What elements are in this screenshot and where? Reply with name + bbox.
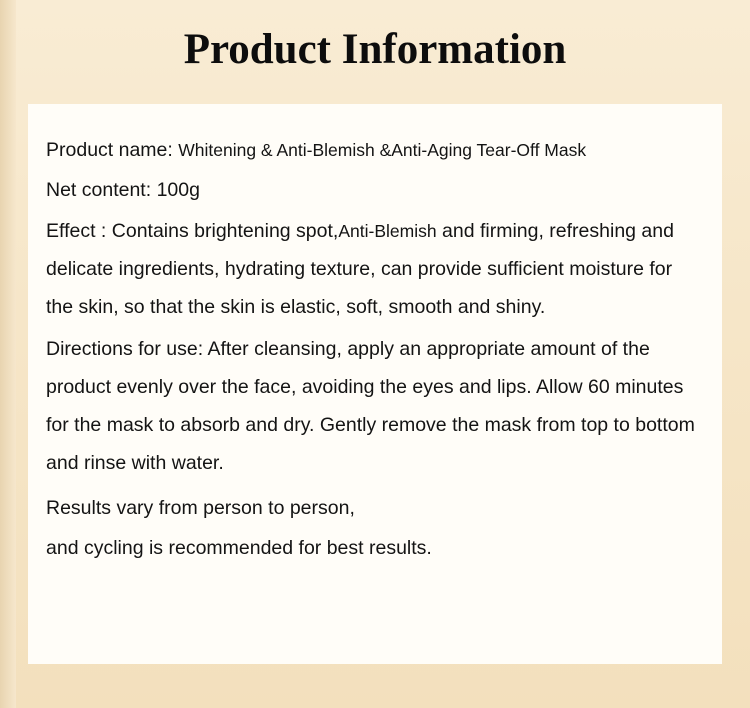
product-details-text — [46, 132, 700, 567]
net-content-label: Net content: — [46, 178, 152, 201]
effect-highlight-text: Anti-Blemish — [338, 221, 437, 242]
product-name-value: Whitening & Anti-Blemish &Anti-Aging Tear-Off Mask — [178, 140, 587, 160]
page-title: Product Information — [183, 26, 567, 73]
results-line-1: Results vary from person to person, — [46, 497, 355, 520]
effect-text-part-1: Contains brightening spot, — [111, 220, 339, 243]
directions-text: After cleansing, apply an appropriate amount of the product evenly over the face, avoiding the eyes and lips. Allow 60 minutes for the mask to absorb and dry. Gently remove the mask from top to bottom and rinse with water. — [46, 338, 695, 475]
product-name-row — [46, 132, 700, 170]
directions-label: Directions for use: — [46, 338, 204, 361]
page-left-edge-shading — [0, 0, 16, 708]
product-name-label: Product name: — [46, 139, 173, 161]
net-content-row — [46, 172, 700, 210]
product-details-card — [28, 104, 722, 664]
results-line-2: and cycling is recommended for best results. — [46, 536, 432, 559]
effect-text-part-2: and firming, refreshing and delicate ingredients, hydrating texture, can provide sufficient moisture for the skin, so that the skin is elastic, soft, smooth and shiny. — [46, 220, 674, 318]
directions-row — [46, 330, 700, 482]
net-content-value: 100g — [156, 178, 200, 201]
effect-label: Effect : — [46, 220, 107, 243]
effect-row — [46, 213, 700, 326]
